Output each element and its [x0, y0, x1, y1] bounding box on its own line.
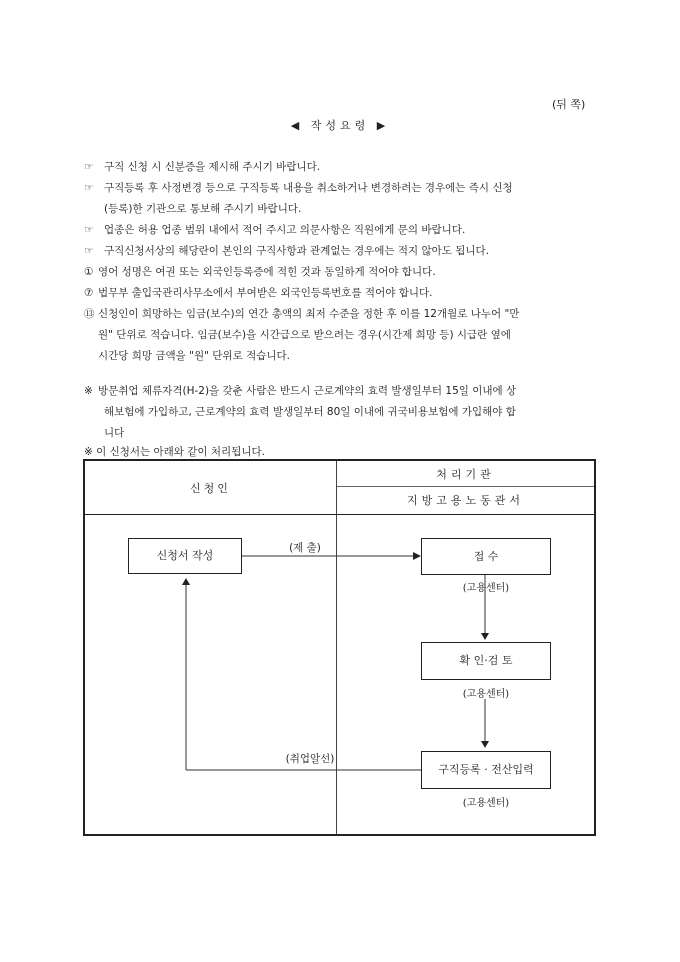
note-item	[84, 381, 516, 402]
submit-label: (제 출)	[289, 542, 321, 554]
circled-number: ⑦	[84, 287, 94, 299]
pointing-hand-icon: ☞	[84, 224, 94, 236]
pointing-hand-icon: ☞	[84, 245, 94, 257]
instruction-text: 영어 성명은 여권 또는 외국인등록증에 적힌 것과 동일하게 적어야 합니다.	[98, 266, 436, 278]
note-text-continued: 니다	[104, 427, 125, 439]
instruction-text: 구직등록 후 사정변경 등으로 구직등록 내용을 취소하거나 변경하려는 경우에는 즉시 신청	[104, 182, 513, 194]
instruction-item	[84, 262, 436, 283]
processing-header: 처리기관	[436, 468, 495, 481]
instruction-text: 신청인이 희망하는 임금(보수)의 연간 총액의 최저 수준을 정한 후 이를 12개월로 나누어 "만	[98, 308, 520, 320]
instruction-text-continued: 시간당 희망 금액을 "원" 단위로 적습니다.	[98, 350, 290, 362]
review-caption: (고용센터)	[462, 689, 510, 700]
register-caption: (고용센터)	[462, 798, 510, 809]
applicant-header: 신청인	[190, 482, 231, 495]
apply-form-box: 신청서 작성	[128, 538, 242, 574]
note-text-continued: 해보험에 가입하고, 근로계약의 효력 발생일부터 80일 이내에 귀국비용보험에 가입해야 합	[104, 406, 516, 418]
receive-box: 접 수	[421, 538, 551, 575]
left-triangle-icon: ◀	[290, 119, 304, 132]
guide-title	[0, 117, 680, 133]
pointing-hand-icon: ☞	[84, 161, 94, 173]
instruction-item	[84, 220, 465, 241]
instruction-item	[84, 304, 519, 325]
office-header: 지방고용노동관서	[406, 494, 524, 507]
instruction-text-continued: (등록)한 기관으로 통보해 주시기 바랍니다.	[104, 203, 302, 215]
instruction-text: 구직신청서상의 해당란이 본인의 구직사항과 관계없는 경우에는 적지 않아도 됩니다.	[104, 245, 490, 257]
guide-title-text: 작성요령	[310, 119, 370, 132]
referral-label: (취업알선)	[285, 753, 335, 765]
process-note: ※ 이 신청서는 아래와 같이 처리됩니다.	[84, 446, 265, 458]
instruction-item	[84, 157, 320, 178]
note-text: 방문취업 체류자격(H-2)을 갖춘 사람은 반드시 근로계약의 효력 발생일부터 15일 이내에 상	[98, 385, 517, 397]
circled-number: ⑬	[84, 308, 95, 320]
right-triangle-icon: ▶	[376, 119, 390, 132]
process-flow-diagram	[83, 459, 596, 836]
instruction-item	[84, 283, 432, 304]
instruction-text-continued: 원" 단위로 적습니다. 임금(보수)을 시간급으로 받으려는 경우(시간제 희망 등) 시급란 옆에	[98, 329, 511, 341]
instruction-item	[84, 178, 513, 199]
instruction-text: 법무부 출입국관리사무소에서 부여받은 외국인등록번호를 적어야 합니다.	[98, 287, 433, 299]
receive-caption: (고용센터)	[462, 583, 510, 594]
circled-number: ①	[84, 266, 94, 278]
side-label: (뒤 쪽)	[552, 98, 586, 111]
instruction-text: 업종은 허용 업종 범위 내에서 적어 주시고 의문사항은 직원에게 문의 바랍니다.	[104, 224, 466, 236]
pointing-hand-icon: ☞	[84, 182, 94, 194]
reference-mark: ※	[84, 385, 93, 397]
instruction-item	[84, 241, 489, 262]
instruction-text: 구직 신청 시 신분증을 제시해 주시기 바랍니다.	[104, 161, 321, 173]
register-box: 구직등록 · 전산입력	[421, 751, 551, 789]
review-box: 확 인·검 토	[421, 642, 551, 680]
